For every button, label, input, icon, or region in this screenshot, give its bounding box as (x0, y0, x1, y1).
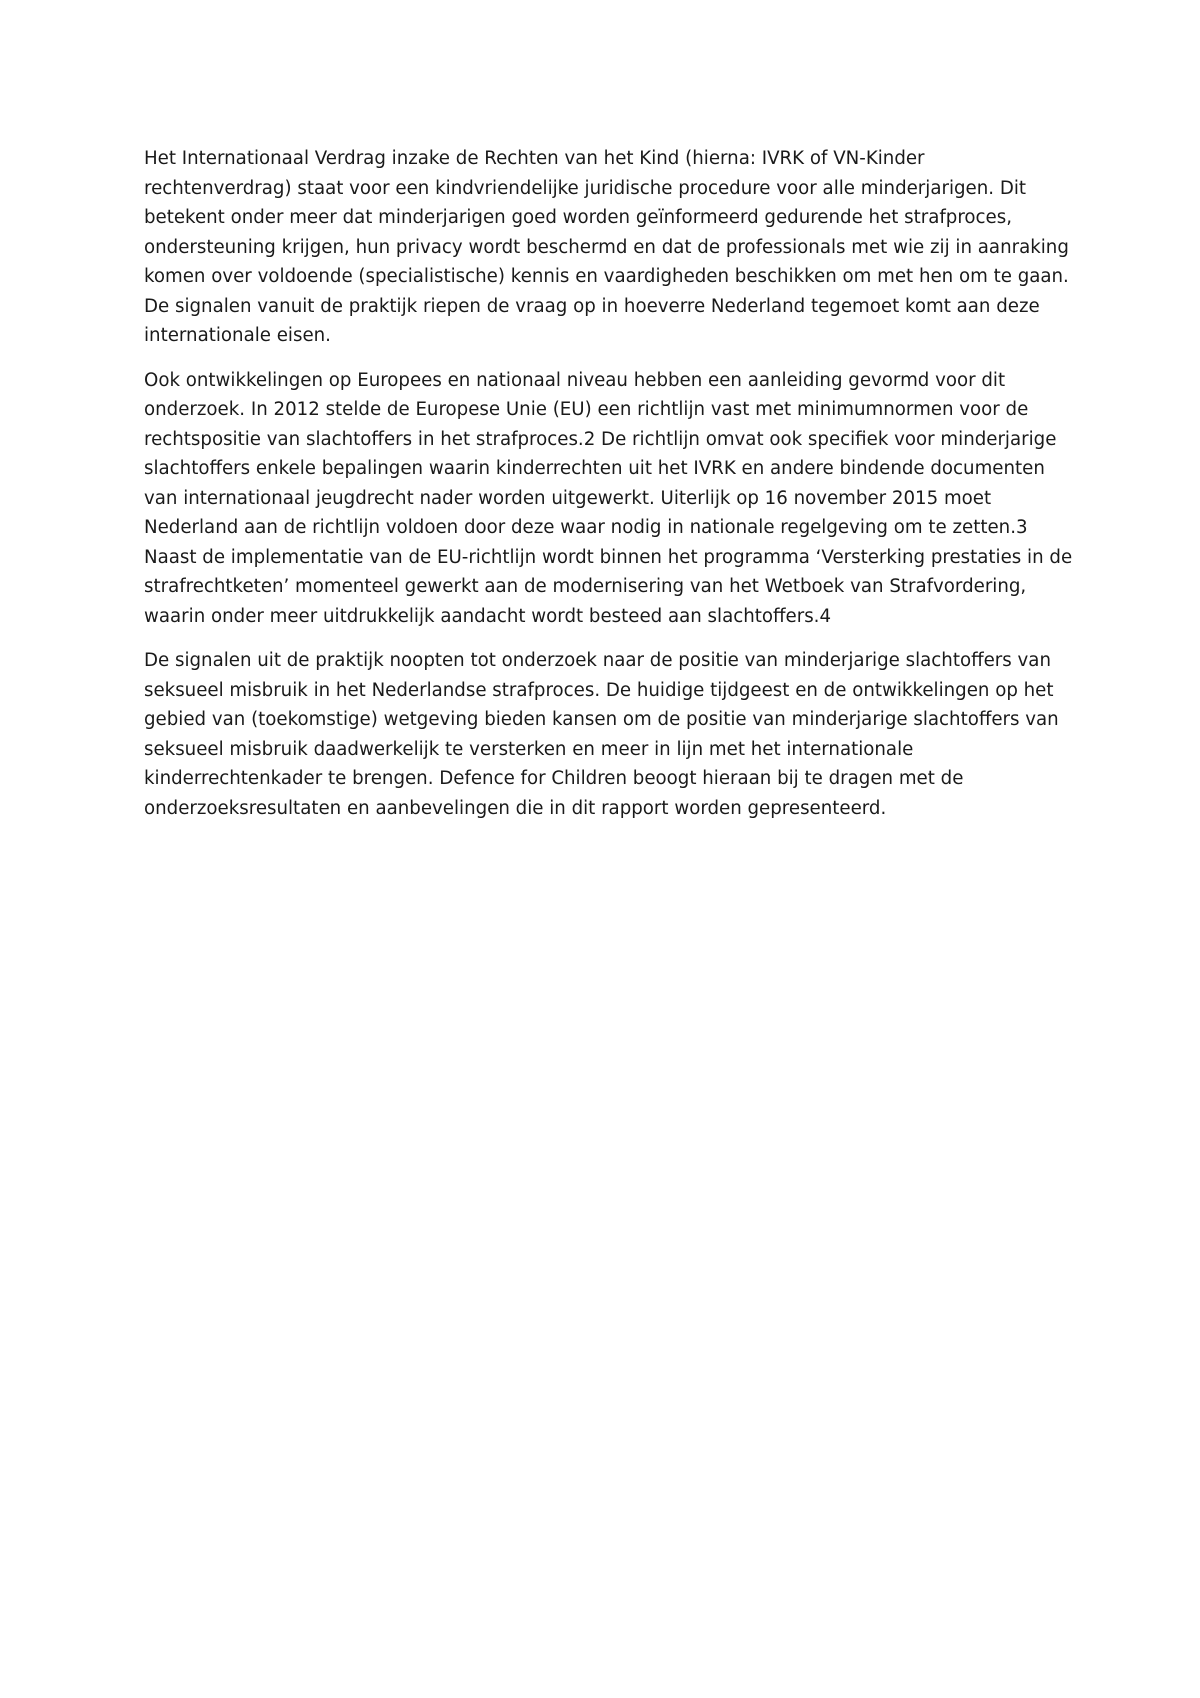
text-line: kinderrechtenkader te brengen. Defence for Children beoogt hieraan bij te dragen met de (144, 768, 964, 789)
text-line: Ook ontwikkelingen op Europees en nationaal niveau hebben een aanleiding gevormd voor dit (144, 369, 1006, 391)
text-line: De signalen vanuit de praktijk riepen de vraag op in hoeverre Nederland tegemoet komt aan deze (144, 295, 1040, 317)
paragraph-ivrk (144, 144, 1068, 351)
text-line: De signalen uit de praktijk noopten tot onderzoek naar de positie van minderjarige slachtoffers van (144, 650, 1051, 671)
text-line: Het Internationaal Verdrag inzake de Rechten van het Kind (hierna: IVRK of VN-Kinder (144, 148, 925, 169)
text-line: seksueel misbruik daadwerkelijk te versterken en meer in lijn met het internationale (144, 738, 914, 760)
text-line: komen over voldoende (specialistische) kennis en vaardigheden beschikken om met hen om te gaan. (144, 266, 1069, 287)
paragraph-eu-richtlijn (144, 366, 1073, 632)
text-line: gebied van (toekomstige) wetgeving bieden kansen om de positie van minderjarige slachtoffers van (144, 709, 1059, 730)
text-line: seksueel misbruik in het Nederlandse strafproces. De huidige tijdgeest en de ontwikkelingen op het (144, 679, 1054, 701)
document-body (144, 144, 1073, 838)
text-line: strafrechtketen’ momenteel gewerkt aan de modernisering van het Wetboek van Strafvordering, (144, 576, 1027, 597)
text-line: rechtspositie van slachtoffers in het strafproces.2 De richtlijn omvat ook specifiek voor minderjarige (144, 428, 1057, 450)
text-line: Naast de implementatie van de EU-richtlijn wordt binnen het programma ‘Versterking prestaties in de (144, 546, 1073, 568)
text-line: Nederland aan de richtlijn voldoen door deze waar nodig in nationale regelgeving om te zetten.3 (144, 517, 1028, 538)
text-line: onderzoek. In 2012 stelde de Europese Unie (EU) een richtlijn vast met minimumnormen voor de (144, 399, 1029, 420)
paragraph-onderzoek (144, 646, 1068, 823)
text-line: rechtenverdrag) staat voor een kindvriendelijke juridische procedure voor alle minderjarigen. Dit (144, 177, 1027, 199)
text-line: van internationaal jeugdrecht nader worden uitgewerkt. Uiterlijk op 16 november 2015 moet (144, 487, 992, 509)
text-line: onderzoeksresultaten en aanbevelingen die in dit rapport worden gepresenteerd. (144, 797, 887, 819)
text-line: ondersteuning krijgen, hun privacy wordt beschermd en dat de professionals met wie zij in aanraking (144, 236, 1069, 258)
text-line: slachtoffers enkele bepalingen waarin kinderrechten uit het IVRK en andere bindende documenten (144, 458, 1045, 479)
text-line: internationale eisen. (144, 325, 331, 346)
text-line: betekent onder meer dat minderjarigen goed worden geïnformeerd gedurende het strafproces, (144, 207, 1012, 228)
text-line: waarin onder meer uitdrukkelijk aandacht wordt besteed aan slachtoffers.4 (144, 605, 832, 627)
